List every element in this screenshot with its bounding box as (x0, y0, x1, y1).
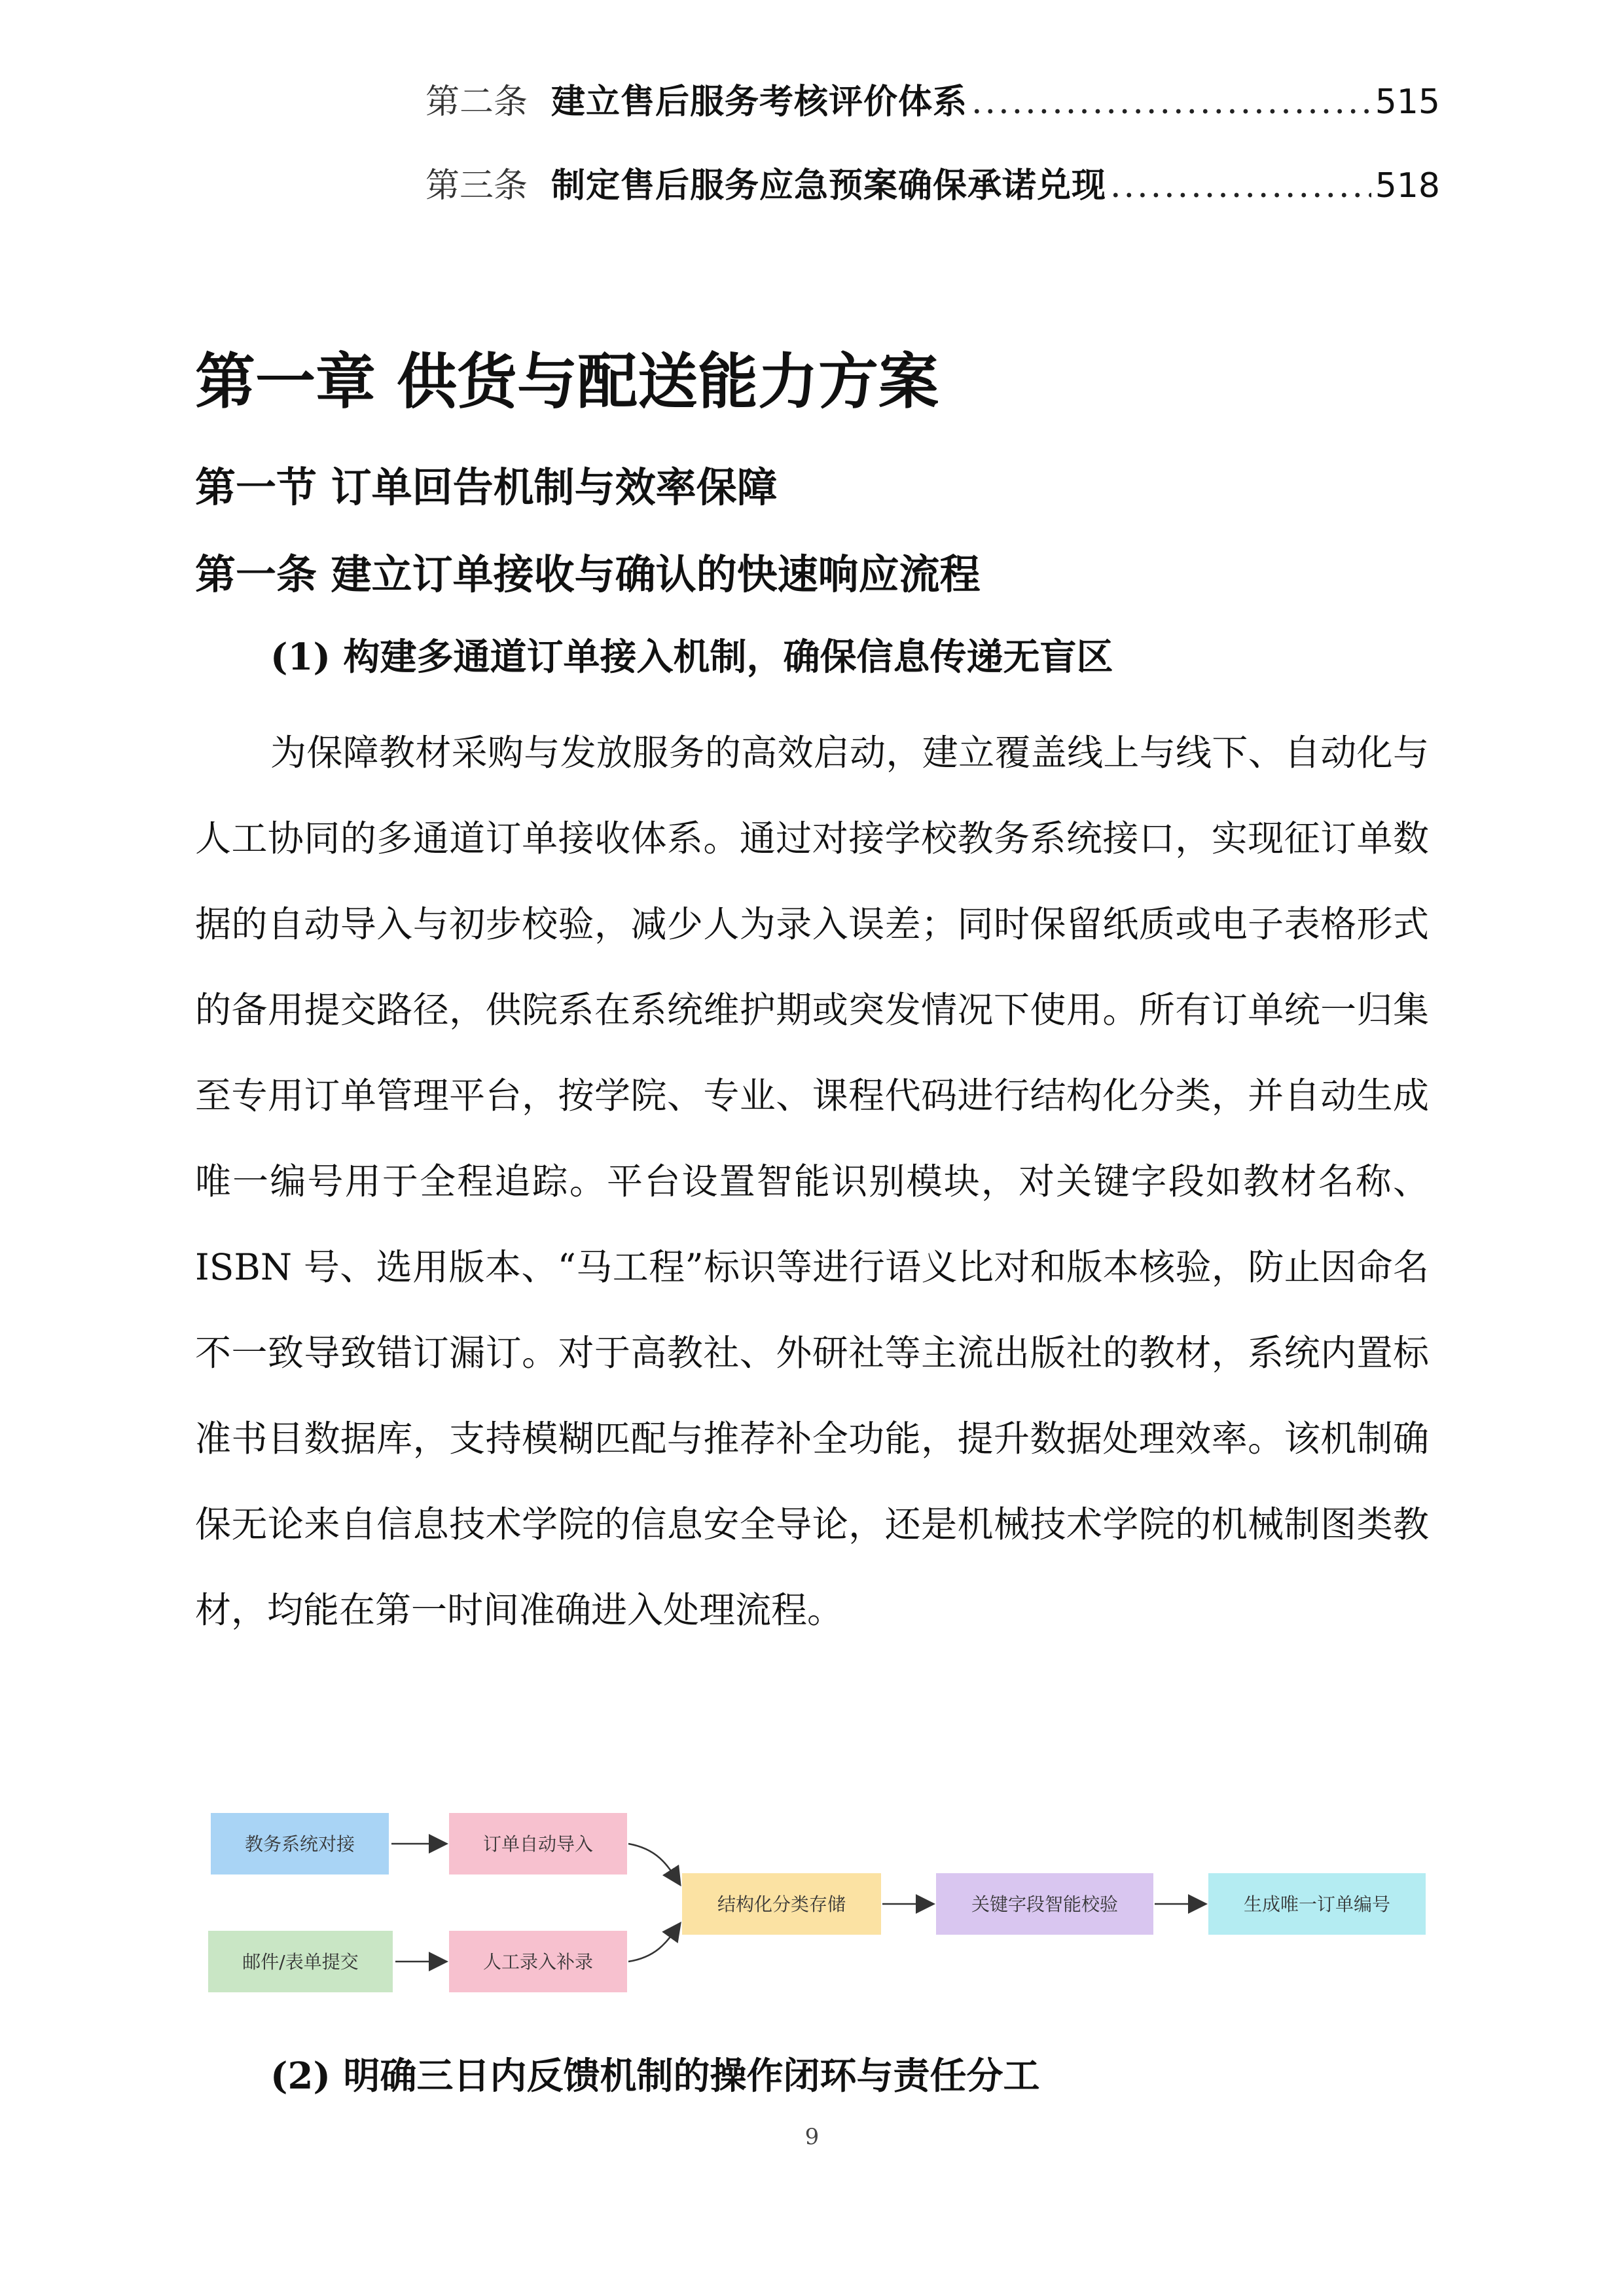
toc-page-number: 515 (1375, 82, 1440, 122)
toc-article-number: 第二条 (425, 82, 528, 122)
item-1-title: (1) 构建多通道订单接入机制，确保信息传递无盲区 (270, 636, 1113, 679)
toc-page-number: 518 (1375, 166, 1440, 206)
node-label: 订单自动导入 (482, 1833, 594, 1855)
node-label: 人工录入补录 (482, 1951, 594, 1973)
toc-article-number: 第三条 (425, 166, 528, 206)
node-label: 结构化分类存储 (717, 1893, 846, 1915)
node-label: 生成唯一订单编号 (1243, 1893, 1391, 1915)
toc-leader-dots (971, 85, 1371, 119)
order-intake-flowchart (196, 1800, 1440, 2016)
article-title: 第一条 建立订单接收与确认的快速响应流程 (195, 550, 981, 598)
flow-node-manual-entry (449, 1931, 627, 1992)
toc-entry[interactable] (425, 82, 1440, 122)
flow-arrow (628, 1844, 679, 1884)
flow-node-auto-import (449, 1813, 627, 1874)
toc-entry[interactable] (425, 166, 1440, 206)
flow-node-classify (682, 1873, 881, 1935)
item-2-title: (2) 明确三日内反馈机制的操作闭环与责任分工 (270, 2054, 1040, 2098)
flow-node-verify (936, 1873, 1153, 1935)
body-paragraph: 为保障教材采购与发放服务的高效启动，建立覆盖线上与线下、自动化与人工协同的多通道订单接收体系。通过对接学校教务系统接口，实现征订单数据的自动导入与初步校验，减少人为录入误差；同时保留纸质或电子表格形式的备用提交路径，供院系在系统维护期或突发情况下使用。所有订单统一归集至专用订单管理平台，按学院、专业、课程代码进行结构化分类，并自动生成唯一编号用于全程追踪。平台设置智能识别模块，对关键字段如教材名称、ISBN 号、选用版本、“马工程”标识等进行语义比对和版本核验，防止因命名不一致导致错订漏订。对于高教社、外研社等主流出版社的教材，系统内置标准书目数据库，支持模糊匹配与推荐补全功能，提升数据处理效率。该机制确保无论来自信息技术学院的信息安全导论，还是机械技术学院的机械制图类教材，均能在第一时间准确进入处理流程。 (195, 732, 1429, 1631)
node-label: 关键字段智能校验 (971, 1893, 1119, 1915)
flow-node-email-form (208, 1931, 393, 1992)
toc-title: 制定售后服务应急预案确保承诺兑现 (551, 166, 1107, 206)
page-number: 9 (804, 2124, 820, 2150)
flow-node-edu-system (211, 1813, 389, 1874)
toc-title: 建立售后服务考核评价体系 (551, 82, 968, 122)
flow-arrow (628, 1924, 679, 1962)
node-label: 邮件/表单提交 (242, 1951, 359, 1973)
flow-node-gen-id (1208, 1873, 1426, 1935)
section-title: 第一节 订单回告机制与效率保障 (195, 463, 778, 511)
node-label: 教务系统对接 (244, 1833, 355, 1855)
toc-leader-dots (1110, 169, 1371, 203)
chapter-title: 第一章 供货与配送能力方案 (195, 346, 939, 417)
